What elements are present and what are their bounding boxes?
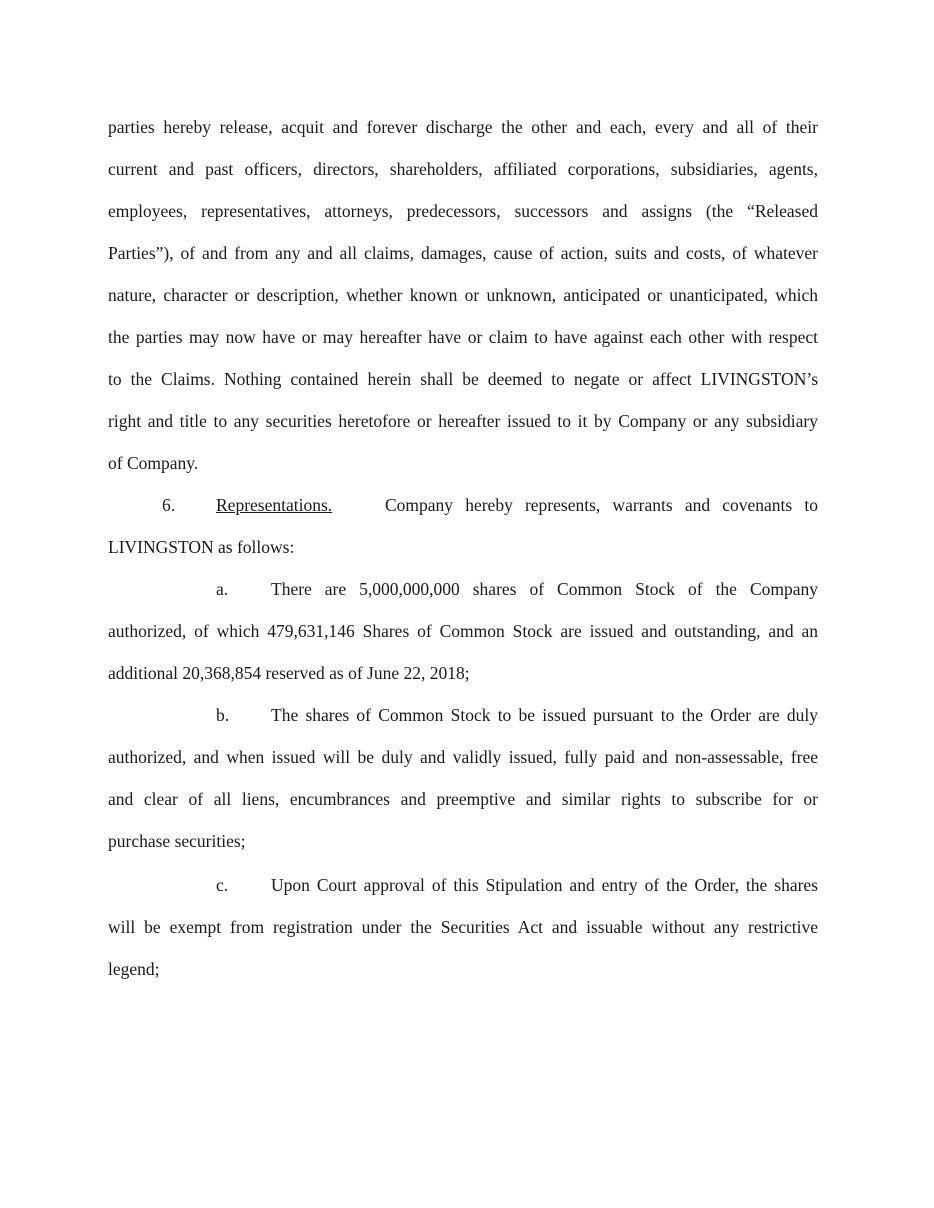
item-b-line-3: and clear of all liens, encumbrances and preemptive and similar rights to subscribe for or [108,789,818,809]
section-number: 6. [162,495,176,515]
item-c-line-1: Upon Court approval of this Stipulation and entry of the Order, the shares [271,875,818,895]
item-b-line-2: authorized, and when issued will be duly and validly issued, fully paid and non-assessable, free [108,747,818,767]
release-line-5: nature, character or description, whether known or unknown, anticipated or unanticipated, which [108,285,818,305]
release-line-8: right and title to any securities heretofore or hereafter issued to it by Company or any subsidiary [108,411,818,431]
item-a-line-1: There are 5,000,000,000 shares of Common Stock of the Company [271,579,818,599]
release-line-1: parties hereby release, acquit and forever discharge the other and each, every and all of their [108,117,818,137]
section-intro-line-2: LIVINGSTON as follows: [108,537,295,557]
item-c-line-3: legend; [108,959,160,979]
item-c-line-2: will be exempt from registration under the Securities Act and issuable without any restrictive [108,917,818,937]
item-a-line-3: additional 20,368,854 reserved as of June 22, 2018; [108,663,470,683]
section-intro-line-1: Company hereby represents, warrants and covenants to [385,495,818,515]
item-b-line-4: purchase securities; [108,831,246,851]
release-line-4: Parties”), of and from any and all claims, damages, cause of action, suits and costs, of whatever [108,243,818,263]
release-line-7: to the Claims. Nothing contained herein shall be deemed to negate or affect LIVINGSTON’s [108,369,818,389]
release-line-6: the parties may now have or may hereafter have or claim to have against each other with respect [108,327,818,347]
item-a-letter: a. [216,579,229,599]
item-b-letter: b. [216,705,230,725]
release-line-2: current and past officers, directors, shareholders, affiliated corporations, subsidiaries, agents, [108,159,818,179]
release-line-9: of Company. [108,453,199,473]
release-line-3: employees, representatives, attorneys, predecessors, successors and assigns (the “Released [108,201,818,221]
section-heading: Representations. [216,495,333,515]
item-a-line-2: authorized, of which 479,631,146 Shares of Common Stock are issued and outstanding, and an [108,621,818,641]
item-b-line-1: The shares of Common Stock to be issued pursuant to the Order are duly [271,705,818,725]
item-c-letter: c. [216,875,229,895]
